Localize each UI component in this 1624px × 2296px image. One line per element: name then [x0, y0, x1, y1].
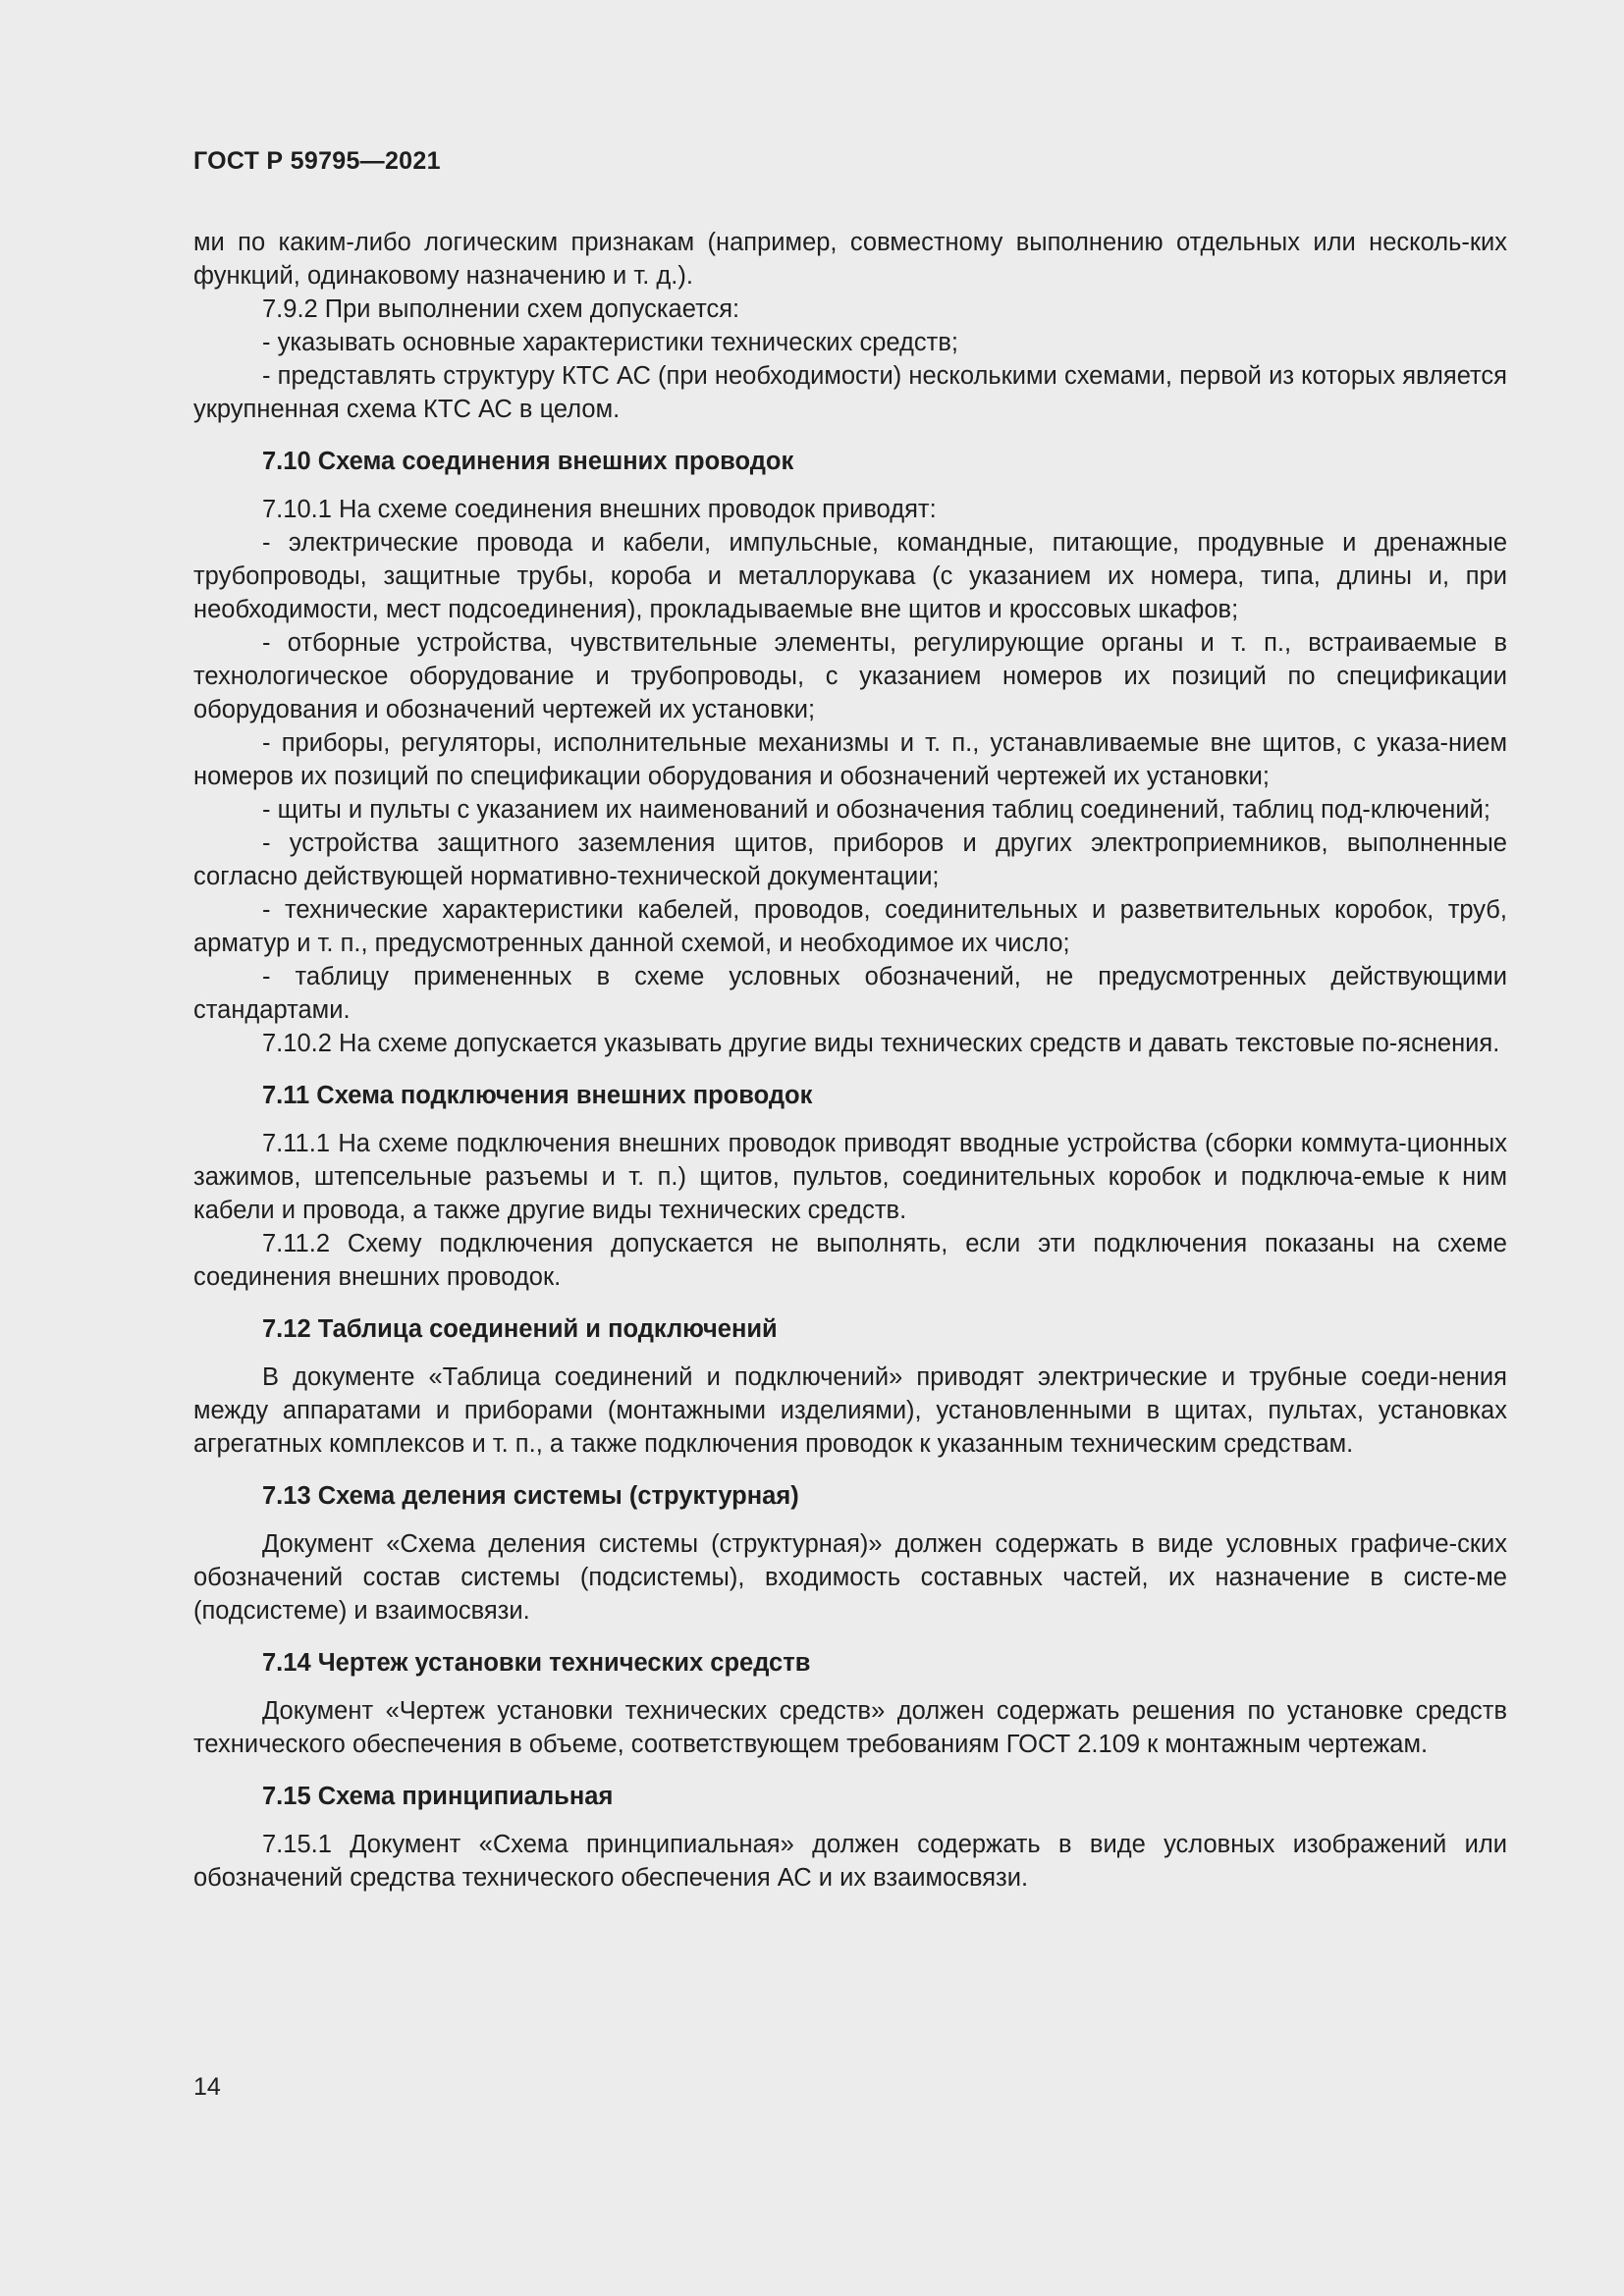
- page-number: 14: [193, 2073, 221, 2101]
- section-heading-7-11: 7.11 Схема подключения внешних проводок: [262, 1082, 813, 1109]
- list-item: - указывать основные характеристики технических средств;: [262, 329, 958, 356]
- clause-7-15-1: 7.15.1 Документ «Схема принципиальная» должен содержать в виде условных изображений или обозначений средства технического обеспечения АС и их взаимосвязи.: [193, 1831, 1507, 1892]
- list-item: - таблицу примененных в схеме условных обозначений, не предусмотренных действующими стандартами.: [193, 963, 1507, 1024]
- section-heading-7-10: 7.10 Схема соединения внешних проводок: [262, 448, 794, 475]
- list-item: - технические характеристики кабелей, проводов, соединительных и разветвительных коробок, труб, арматур и т. п., предусмотренных данной схемой, и необходимое их число;: [193, 896, 1507, 957]
- list-item: - приборы, регуляторы, исполнительные механизмы и т. п., устанавливаемые вне щитов, с указа-нием номеров их позиций по спецификации оборудования и обозначений чертежей их установки;: [193, 729, 1507, 790]
- list-item: - электрические провода и кабели, импульсные, командные, питающие, продувные и дренажные трубопроводы, защитные трубы, короба и металлорукава (с указанием их номера, типа, длины и, при необходимости, мест подсоединения), прокладываемые вне щитов и кроссовых шкафов;: [193, 529, 1507, 623]
- list-item: - щиты и пульты с указанием их наименований и обозначения таблиц соединений, таблиц под-ключений;: [262, 796, 1490, 824]
- clause-7-11-1: 7.11.1 На схеме подключения внешних проводок приводят вводные устройства (сборки коммута-ционных зажимов, штепсельные разъемы и т. п.) щитов, пультов, соединительных коробок и подключа-емые к ним кабели и провода, а также другие виды технических средств.: [193, 1130, 1507, 1224]
- paragraph: Документ «Чертеж установки технических средств» должен содержать решения по установке средств технического обеспечения в объеме, соответствующем требованиям ГОСТ 2.109 к монтажным чертежам.: [193, 1697, 1507, 1758]
- clause-7-10-1: 7.10.1 На схеме соединения внешних проводок приводят:: [262, 496, 937, 523]
- clause-7-11-2: 7.11.2 Схему подключения допускается не выполнять, если эти подключения показаны на схеме соединения внешних проводок.: [193, 1230, 1507, 1291]
- paragraph: Документ «Схема деления системы (структурная)» должен содержать в виде условных графиче-ских обозначений состав системы (подсистемы), входимость составных частей, их назначение в систе-ме (подсистеме) и взаимосвязи.: [193, 1530, 1507, 1625]
- list-item: - представлять структуру КТС АС (при необходимости) несколькими схемами, первой из которых является укрупненная схема КТС АС в целом.: [193, 362, 1507, 423]
- paragraph-continuation: ми по каким-либо логическим признакам (например, совместному выполнению отдельных или несколь-ких функций, одинаковому назначению и т. д.).: [193, 229, 1507, 290]
- document-body: [193, 226, 1507, 1895]
- paragraph: В документе «Таблица соединений и подключений» приводят электрические и трубные соеди-нения между аппаратами и приборами (монтажными изделиями), установленными в щитах, пультах, установках агрегатных комплексов и т. п., а также подключения проводок к указанным техническим средствам.: [193, 1363, 1507, 1458]
- section-heading-7-14: 7.14 Чертеж установки технических средств: [262, 1649, 811, 1677]
- clause-7-9-2: 7.9.2 При выполнении схем допускается:: [262, 295, 740, 323]
- standard-code-header: ГОСТ Р 59795—2021: [193, 147, 441, 175]
- clause-7-10-2: 7.10.2 На схеме допускается указывать другие виды технических средств и давать текстовые по-яснения.: [262, 1030, 1500, 1057]
- section-heading-7-13: 7.13 Схема деления системы (структурная): [262, 1482, 799, 1510]
- list-item: - отборные устройства, чувствительные элементы, регулирующие органы и т. п., встраиваемые в технологическое оборудование и трубопроводы, с указанием номеров их позиций по спецификации оборудования и обозначений чертежей их установки;: [193, 629, 1507, 723]
- list-item: - устройства защитного заземления щитов, приборов и других электроприемников, выполненные согласно действующей нормативно-технической документации;: [193, 829, 1507, 890]
- section-heading-7-12: 7.12 Таблица соединений и подключений: [262, 1315, 778, 1343]
- section-heading-7-15: 7.15 Схема принципиальная: [262, 1783, 614, 1810]
